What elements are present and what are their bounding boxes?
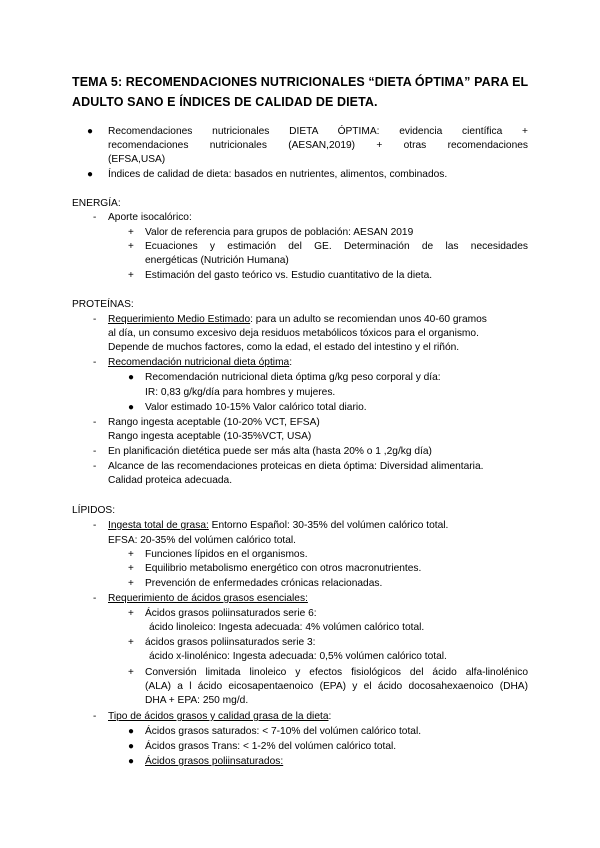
section-heading-lipidos: LÍPIDOS:	[72, 505, 116, 516]
dash-marker: -	[93, 212, 97, 223]
dash-marker: -	[93, 520, 97, 531]
lipidos-tipo-colon: :	[328, 711, 332, 722]
plus-marker: +	[128, 241, 134, 252]
intro-bullet-1-line-1: Recomendaciones nutricionales DIETA ÓPTIMA: evidencia científica +	[108, 126, 528, 137]
intro-bullet-1-line-3: (EFSA,USA)	[108, 154, 166, 165]
plus-marker: +	[128, 563, 134, 574]
proteinas-rme-line-2: al día, un consumo excesivo deja residuos metabólicos tóxicos para el organismo.	[108, 328, 479, 339]
intro-bullet-1-line-2: recomendaciones nutricionales (AESAN,2019) + otras recomendaciones	[108, 140, 528, 151]
dash-marker: -	[93, 593, 97, 604]
lipidos-tipo-3: Ácidos grasos poliinsaturados:	[145, 756, 284, 767]
lipidos-tipo	[108, 710, 331, 724]
lipidos-requerimiento: Requerimiento de ácidos grasos esenciales:	[108, 593, 308, 604]
lipidos-funcion-1: Funciones lípidos en el organismos.	[145, 549, 308, 560]
proteinas-rango-1: Rango ingesta aceptable (10-20% VCT, EFSA)	[108, 417, 320, 428]
lipidos-efsa: EFSA: 20-35% del volúmen calórico total.	[108, 535, 296, 546]
lipidos-tipo-term: Tipo de ácidos grasos y calidad grasa de la dieta	[108, 711, 329, 722]
proteinas-rme-line-1	[108, 313, 487, 327]
lipidos-tipo-2: Ácidos grasos Trans: < 1-2% del volúmen calórico total.	[145, 741, 397, 752]
energia-aporte: Aporte isocalórico:	[108, 212, 192, 223]
dash-marker: -	[93, 357, 97, 368]
dash-marker: -	[93, 711, 97, 722]
plus-marker: +	[128, 549, 134, 560]
bullet-marker: ●	[87, 169, 94, 180]
bullet-marker: ●	[128, 402, 135, 413]
lipidos-req-3-line-2: (ALA) a l ácido eicosapentaenoico (EPA) y el ácido docosahexaenoico (DHA)	[145, 681, 528, 692]
dash-marker: -	[93, 417, 97, 428]
lipidos-req-3-line-3: DHA + EPA: 250 mg/d.	[145, 695, 249, 706]
proteinas-alcance-line-1: Alcance de las recomendaciones proteicas en dieta óptima: Diversidad alimentaria.	[108, 461, 484, 472]
plus-marker: +	[128, 227, 134, 238]
plus-marker: +	[128, 637, 134, 648]
dash-marker: -	[93, 446, 97, 457]
proteinas-planificacion: En planificación dietética puede ser más alta (hasta 20% o 1 ,2g/kg día)	[108, 446, 432, 457]
plus-marker: +	[128, 578, 134, 589]
lipidos-req-1: Ácidos grasos poliinsaturados serie 6:	[145, 608, 317, 619]
bullet-marker: ●	[128, 756, 135, 767]
lipidos-req-2: ácidos grasos poliinsaturados serie 3:	[145, 637, 316, 648]
proteinas-rec-bullet-2: Valor estimado 10-15% Valor calórico total diario.	[145, 402, 367, 413]
proteinas-rango-2: Rango ingesta aceptable (10-35%VCT, USA)	[108, 431, 312, 442]
proteinas-rec-term: Recomendación nutricional dieta óptima	[108, 357, 290, 368]
proteinas-rme-line-3: Depende de muchos factores, como la edad, el estado del intestino y el riñón.	[108, 342, 460, 353]
section-heading-proteinas: PROTEÍNAS:	[72, 299, 134, 310]
plus-marker: +	[128, 270, 134, 281]
lipidos-req-3-line-1: Conversión limitada linoleico y efectos fisiológicos del ácido alfa-linolénico	[145, 667, 528, 678]
lipidos-funcion-2: Equilibrio metabolismo energético con otros macronutrientes.	[145, 563, 422, 574]
lipidos-ingesta-text: Entorno Español: 30-35% del volúmen calórico total.	[208, 520, 449, 531]
plus-marker: +	[128, 667, 134, 678]
energia-item-2-line-1: Ecuaciones y estimación del GE. Determinación de las necesidades	[145, 241, 528, 252]
bullet-marker: ●	[87, 126, 94, 137]
dash-marker: -	[93, 314, 97, 325]
lipidos-tipo-1: Ácidos grasos saturados: < 7-10% del volúmen calórico total.	[145, 726, 422, 737]
section-heading-energia: ENERGÍA:	[72, 198, 121, 209]
proteinas-alcance-line-2: Calidad proteica adecuada.	[108, 475, 233, 486]
bullet-marker: ●	[128, 741, 135, 752]
lipidos-ingesta	[108, 519, 448, 533]
plus-marker: +	[128, 608, 134, 619]
proteinas-rme-term: Requerimiento Medio Estimado	[108, 314, 251, 325]
dash-marker: -	[93, 461, 97, 472]
lipidos-funcion-3: Prevención de enfermedades crónicas relacionadas.	[145, 578, 383, 589]
proteinas-recomendacion	[108, 356, 292, 370]
lipidos-ingesta-term: Ingesta total de grasa:	[108, 520, 209, 531]
proteinas-rec-bullet-1: Recomendación nutricional dieta óptima g/kg peso corporal y día:	[145, 372, 441, 383]
proteinas-rec-colon: :	[289, 357, 293, 368]
energia-item-2-line-2: energéticas (Nutrición Humana)	[145, 255, 289, 266]
lipidos-req-2-line-2: ácido x-linolénico: Ingesta adecuada: 0,5% volúmen calórico total.	[149, 651, 447, 662]
bullet-marker: ●	[128, 372, 135, 383]
intro-bullet-2: Índices de calidad de dieta: basados en nutrientes, alimentos, combinados.	[108, 169, 448, 180]
lipidos-req-1-line-2: ácido linoleico: Ingesta adecuada: 4% volúmen calórico total.	[149, 622, 425, 633]
bullet-marker: ●	[128, 726, 135, 737]
proteinas-rme-text: : para un adulto se recomiendan unos 40-60 gramos	[250, 314, 487, 325]
proteinas-rec-bullet-1-line-2: IR: 0,83 g/kg/día para hombres y mujeres.	[145, 387, 336, 398]
page-title: TEMA 5: RECOMENDACIONES NUTRICIONALES “DIETA ÓPTIMA” PARA EL ADULTO SANO E ÍNDICES DE CALIDAD DE DIETA.	[72, 75, 529, 109]
energia-item-3: Estimación del gasto teórico vs. Estudio cuantitativo de la dieta.	[145, 270, 433, 281]
energia-item-1: Valor de referencia para grupos de población: AESAN 2019	[145, 227, 414, 238]
